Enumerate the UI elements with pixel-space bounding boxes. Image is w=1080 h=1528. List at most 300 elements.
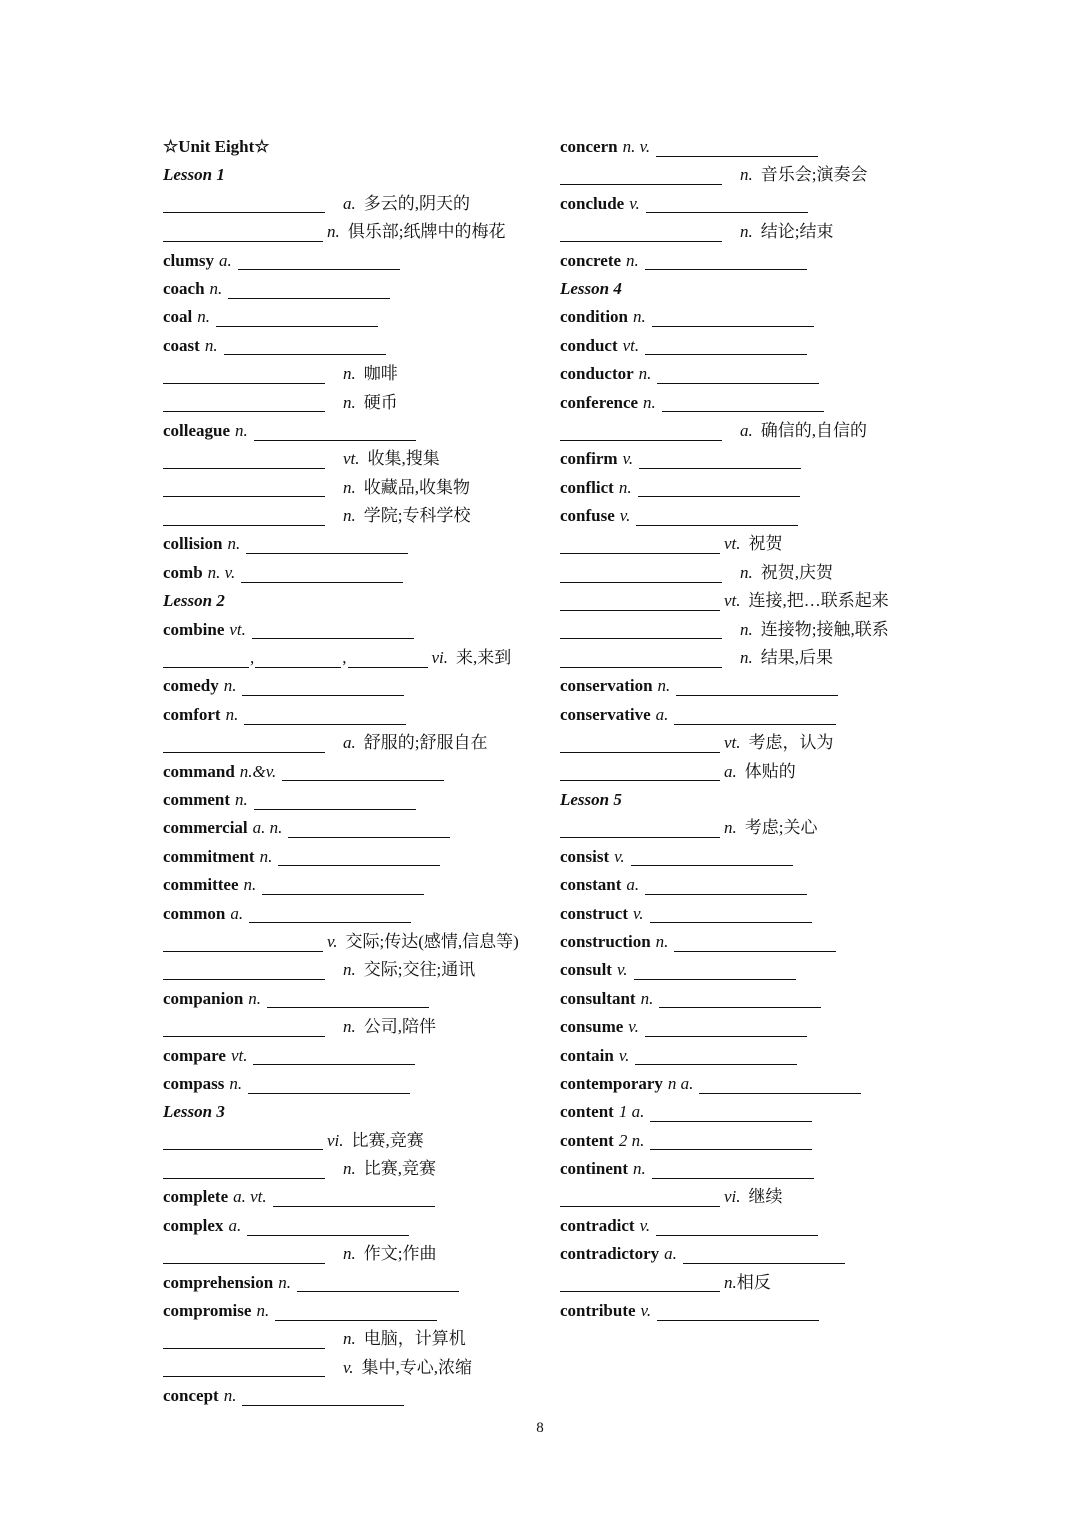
vocab-row bbox=[163, 1297, 548, 1325]
answer-blank[interactable] bbox=[676, 677, 838, 696]
vocab-word: conservative bbox=[560, 704, 651, 724]
part-of-speech: a. bbox=[626, 875, 640, 895]
answer-blank[interactable] bbox=[631, 847, 793, 866]
vocab-word: comment bbox=[163, 789, 231, 809]
answer-blank[interactable] bbox=[636, 507, 798, 526]
vocab-word: conference bbox=[560, 392, 639, 412]
chinese-meaning: 咖啡 bbox=[363, 364, 398, 384]
vocab-row bbox=[560, 445, 960, 473]
vocab-word: comedy bbox=[163, 676, 219, 696]
vocab-row bbox=[163, 332, 548, 360]
answer-blank[interactable] bbox=[228, 280, 390, 299]
answer-blank[interactable] bbox=[560, 564, 722, 583]
vocab-row bbox=[163, 389, 548, 417]
answer-blank[interactable] bbox=[650, 1131, 812, 1150]
part-of-speech: v. bbox=[640, 1301, 652, 1321]
chinese-meaning: 连接,把…联系起来 bbox=[748, 591, 889, 611]
chinese-meaning: 收集,搜集 bbox=[367, 449, 440, 469]
answer-blank[interactable] bbox=[242, 1387, 404, 1406]
answer-blank[interactable] bbox=[163, 450, 325, 469]
answer-blank[interactable] bbox=[163, 223, 323, 242]
vocab-row bbox=[163, 247, 548, 275]
answer-blank[interactable] bbox=[635, 1046, 797, 1065]
vocab-word: contemporary bbox=[560, 1073, 663, 1093]
answer-blank[interactable] bbox=[560, 1188, 720, 1207]
vocab-word: consist bbox=[560, 846, 610, 866]
vocab-word: compromise bbox=[163, 1301, 252, 1321]
vocab-row bbox=[560, 161, 960, 189]
left-column bbox=[163, 133, 548, 1411]
answer-blank[interactable] bbox=[560, 223, 722, 242]
vocab-word: concrete bbox=[560, 250, 622, 270]
vocab-row bbox=[560, 616, 960, 644]
vocab-word: confirm bbox=[560, 449, 618, 469]
chinese-meaning: 音乐会;演奏会 bbox=[760, 165, 868, 185]
part-of-speech: n. bbox=[638, 364, 652, 384]
answer-blank[interactable] bbox=[163, 365, 325, 384]
answer-blank[interactable] bbox=[247, 1217, 409, 1236]
vocab-row bbox=[163, 474, 548, 502]
answer-blank[interactable] bbox=[163, 649, 249, 668]
answer-blank[interactable] bbox=[662, 393, 824, 412]
vocab-row bbox=[560, 729, 960, 757]
vocab-row bbox=[560, 190, 960, 218]
vocab-word: consume bbox=[560, 1017, 624, 1037]
chinese-meaning: 集中,专心,浓缩 bbox=[361, 1357, 473, 1377]
answer-blank[interactable] bbox=[216, 308, 378, 327]
vocab-row bbox=[163, 814, 548, 842]
vocab-row bbox=[163, 360, 548, 388]
vocab-word: coach bbox=[163, 278, 205, 298]
part-of-speech: v. bbox=[614, 846, 625, 866]
part-of-speech: n. bbox=[343, 1159, 356, 1179]
answer-blank[interactable] bbox=[278, 847, 440, 866]
answer-blank[interactable] bbox=[699, 1075, 861, 1094]
part-of-speech: n. bbox=[259, 846, 273, 866]
answer-blank[interactable] bbox=[253, 1046, 415, 1065]
vocab-row bbox=[560, 1127, 960, 1155]
vocab-word: coast bbox=[163, 335, 200, 355]
vocab-row bbox=[560, 1155, 960, 1183]
part-of-speech: n. bbox=[740, 562, 753, 582]
vocab-row bbox=[163, 1240, 548, 1268]
vocab-row bbox=[560, 1240, 960, 1268]
answer-blank[interactable] bbox=[238, 251, 400, 270]
lesson-heading: Lesson 3 bbox=[163, 1102, 225, 1122]
part-of-speech: n. bbox=[740, 619, 753, 639]
answer-blank[interactable] bbox=[267, 989, 429, 1008]
answer-blank[interactable] bbox=[560, 166, 722, 185]
vocab-row bbox=[560, 247, 960, 275]
lesson-heading: Lesson 2 bbox=[163, 591, 225, 611]
vocab-row bbox=[163, 1325, 548, 1353]
vocab-row bbox=[163, 1212, 548, 1240]
answer-blank[interactable] bbox=[560, 535, 720, 554]
vocab-row bbox=[560, 389, 960, 417]
answer-blank[interactable] bbox=[657, 365, 819, 384]
unit-heading bbox=[163, 133, 548, 161]
vocab-row bbox=[163, 729, 548, 757]
vocab-word: concept bbox=[163, 1386, 219, 1406]
vocab-word: comprehension bbox=[163, 1272, 274, 1292]
part-of-speech: n. bbox=[343, 960, 356, 980]
vocab-row bbox=[560, 218, 960, 246]
part-of-speech: n. bbox=[657, 676, 671, 696]
vocab-word: conductor bbox=[560, 364, 634, 384]
answer-blank[interactable] bbox=[163, 1245, 325, 1264]
vocab-row bbox=[560, 559, 960, 587]
vocab-row bbox=[560, 1183, 960, 1211]
vocab-row bbox=[560, 758, 960, 786]
separator: , bbox=[342, 648, 347, 668]
part-of-speech: a. bbox=[230, 903, 244, 923]
vocab-row bbox=[560, 928, 960, 956]
answer-blank[interactable] bbox=[639, 450, 801, 469]
page-number: 8 bbox=[536, 1420, 544, 1436]
vocab-row bbox=[560, 303, 960, 331]
answer-blank[interactable] bbox=[560, 762, 720, 781]
vocab-row bbox=[560, 871, 960, 899]
answer-blank[interactable] bbox=[560, 1273, 720, 1292]
part-of-speech: n. bbox=[197, 307, 211, 327]
part-of-speech: n. v. bbox=[622, 137, 651, 156]
part-of-speech: n. bbox=[643, 392, 656, 412]
vocab-row bbox=[163, 275, 548, 303]
part-of-speech: n.&v. bbox=[239, 761, 277, 781]
part-of-speech: n. bbox=[633, 307, 646, 327]
part-of-speech: n a. bbox=[667, 1073, 694, 1093]
part-of-speech: n. bbox=[256, 1301, 270, 1321]
answer-blank[interactable] bbox=[683, 1245, 845, 1264]
vocab-row bbox=[163, 1183, 548, 1211]
vocab-row bbox=[163, 1155, 548, 1183]
vocab-row bbox=[560, 1269, 960, 1297]
part-of-speech: v. bbox=[619, 506, 631, 526]
answer-blank[interactable] bbox=[659, 989, 821, 1008]
answer-blank[interactable] bbox=[163, 734, 325, 753]
vocab-row bbox=[163, 956, 548, 984]
vocab-row bbox=[560, 956, 960, 984]
vocab-row bbox=[163, 1382, 548, 1410]
vocab-row bbox=[560, 360, 960, 388]
part-of-speech: vt. bbox=[724, 591, 741, 611]
part-of-speech: v. bbox=[618, 1045, 630, 1065]
answer-blank[interactable] bbox=[242, 677, 404, 696]
answer-blank[interactable] bbox=[560, 620, 722, 639]
vocab-row bbox=[163, 1013, 548, 1041]
part-of-speech: a. bbox=[228, 1215, 242, 1235]
vocab-word: compass bbox=[163, 1073, 225, 1093]
vocab-word: contain bbox=[560, 1045, 614, 1065]
vocab-row bbox=[163, 843, 548, 871]
part-of-speech: n. bbox=[327, 222, 340, 242]
vocab-row bbox=[163, 758, 548, 786]
answer-blank[interactable] bbox=[645, 251, 807, 270]
answer-blank[interactable] bbox=[163, 1160, 325, 1179]
vocab-row bbox=[163, 1070, 548, 1098]
vocab-row bbox=[560, 502, 960, 530]
answer-blank[interactable] bbox=[652, 1160, 814, 1179]
vocab-row bbox=[163, 871, 548, 899]
vocab-row bbox=[163, 1042, 548, 1070]
chinese-meaning: 比赛,竞赛 bbox=[363, 1159, 436, 1179]
vocab-word: content bbox=[560, 1102, 614, 1122]
chinese-meaning: 相反 bbox=[736, 1272, 771, 1292]
part-of-speech: vi. bbox=[724, 1187, 741, 1207]
vocab-row bbox=[560, 814, 960, 842]
part-of-speech: n. bbox=[223, 1386, 237, 1406]
part-of-speech: vi. bbox=[431, 648, 449, 668]
separator: , bbox=[250, 648, 255, 668]
part-of-speech: n. bbox=[633, 1159, 646, 1179]
vocab-word: construct bbox=[560, 903, 628, 923]
vocab-word: condition bbox=[560, 307, 629, 327]
answer-blank[interactable] bbox=[297, 1273, 459, 1292]
answer-blank[interactable] bbox=[645, 1018, 807, 1037]
part-of-speech: v. bbox=[327, 931, 338, 951]
part-of-speech: v. bbox=[632, 903, 644, 923]
part-of-speech: n. bbox=[343, 477, 356, 497]
vocab-word: comfort bbox=[163, 704, 221, 724]
vocab-row bbox=[163, 502, 548, 530]
vocab-row bbox=[560, 1042, 960, 1070]
vocab-word: constant bbox=[560, 875, 622, 895]
vocab-row bbox=[163, 530, 548, 558]
answer-blank[interactable] bbox=[246, 535, 408, 554]
chinese-meaning: 考虑，认为 bbox=[748, 733, 834, 753]
answer-blank[interactable] bbox=[163, 393, 325, 412]
vocab-row bbox=[163, 303, 548, 331]
answer-blank[interactable] bbox=[674, 933, 836, 952]
part-of-speech: a. bbox=[655, 704, 669, 724]
part-of-speech: v. bbox=[628, 1017, 639, 1037]
part-of-speech: n. bbox=[235, 789, 248, 809]
part-of-speech: vi. bbox=[327, 1130, 344, 1150]
answer-blank[interactable] bbox=[275, 1302, 437, 1321]
chinese-meaning: 学院;专科学校 bbox=[363, 506, 471, 526]
chinese-meaning: 硬币 bbox=[363, 392, 398, 412]
part-of-speech: v. bbox=[616, 960, 628, 980]
vocab-word: consult bbox=[560, 960, 612, 980]
answer-blank[interactable] bbox=[560, 592, 720, 611]
answer-blank[interactable] bbox=[254, 422, 416, 441]
answer-blank[interactable] bbox=[163, 1330, 325, 1349]
chinese-meaning: 交际;传达(感情,信息等) bbox=[345, 931, 519, 951]
vocab-row bbox=[560, 701, 960, 729]
vocab-word: construction bbox=[560, 931, 651, 951]
part-of-speech: n. bbox=[343, 506, 356, 526]
vocab-word: conflict bbox=[560, 477, 614, 497]
chinese-meaning: 结论;结束 bbox=[760, 222, 834, 242]
part-of-speech: n. bbox=[724, 1272, 737, 1292]
vocab-word: conclude bbox=[560, 193, 625, 213]
vocab-row bbox=[163, 672, 548, 700]
vocab-word: commercial bbox=[163, 818, 248, 838]
answer-blank[interactable] bbox=[163, 507, 325, 526]
answer-blank[interactable] bbox=[650, 1103, 812, 1122]
chinese-meaning: 结果,后果 bbox=[760, 648, 833, 668]
vocab-word: content bbox=[560, 1130, 614, 1150]
part-of-speech: n. bbox=[235, 420, 248, 440]
part-of-speech: n. v. bbox=[207, 562, 236, 582]
vocab-row bbox=[560, 1212, 960, 1240]
answer-blank[interactable] bbox=[224, 336, 386, 355]
vocab-row bbox=[560, 133, 960, 161]
answer-blank[interactable] bbox=[638, 478, 800, 497]
vocab-row bbox=[560, 417, 960, 445]
part-of-speech: n. bbox=[243, 875, 257, 895]
answer-blank[interactable] bbox=[163, 1018, 325, 1037]
part-of-speech: n. bbox=[204, 335, 218, 355]
part-of-speech: v. bbox=[639, 1215, 651, 1235]
answer-blank[interactable] bbox=[241, 564, 403, 583]
part-of-speech: n. bbox=[740, 165, 753, 185]
answer-blank[interactable] bbox=[262, 876, 424, 895]
vocab-word: conduct bbox=[560, 335, 618, 355]
part-of-speech: n. bbox=[343, 1244, 356, 1264]
vocab-row bbox=[560, 1070, 960, 1098]
part-of-speech: a. n. bbox=[252, 818, 283, 838]
vocab-row bbox=[560, 843, 960, 871]
part-of-speech: v. bbox=[622, 449, 634, 469]
part-of-speech: v. bbox=[629, 193, 640, 213]
vocab-row bbox=[560, 644, 960, 672]
vocab-row bbox=[560, 1013, 960, 1041]
vocab-word: common bbox=[163, 903, 226, 923]
answer-blank[interactable] bbox=[273, 1188, 435, 1207]
vocab-word: clumsy bbox=[163, 250, 214, 270]
part-of-speech: n. bbox=[740, 648, 753, 668]
chinese-meaning: 继续 bbox=[748, 1187, 783, 1207]
vocab-word: complete bbox=[163, 1187, 229, 1207]
vocab-row bbox=[560, 900, 960, 928]
chinese-meaning: 比赛,竞赛 bbox=[351, 1130, 424, 1150]
answer-blank[interactable] bbox=[674, 706, 836, 725]
answer-blank[interactable] bbox=[650, 904, 812, 923]
part-of-speech: n. bbox=[724, 818, 737, 838]
part-of-speech: a. bbox=[219, 250, 232, 270]
part-of-speech: n. bbox=[655, 931, 669, 951]
chinese-meaning: 收藏品,收集物 bbox=[363, 477, 470, 497]
answer-blank[interactable] bbox=[282, 762, 444, 781]
answer-blank[interactable] bbox=[244, 706, 406, 725]
right-column bbox=[560, 133, 960, 1325]
answer-blank[interactable] bbox=[255, 649, 341, 668]
vocab-row bbox=[163, 1269, 548, 1297]
part-of-speech: a. bbox=[343, 193, 356, 213]
answer-blank[interactable] bbox=[560, 649, 722, 668]
vocab-row bbox=[560, 474, 960, 502]
answer-blank[interactable] bbox=[163, 1358, 325, 1377]
answer-blank[interactable] bbox=[657, 1302, 819, 1321]
chinese-meaning: 公司,陪伴 bbox=[363, 1017, 436, 1037]
lesson-heading: Lesson 4 bbox=[560, 278, 622, 298]
chinese-meaning: 电脑，计算机 bbox=[363, 1329, 466, 1349]
vocab-row bbox=[163, 559, 548, 587]
answer-blank[interactable] bbox=[652, 308, 814, 327]
vocab-row bbox=[560, 530, 960, 558]
part-of-speech: vt. bbox=[343, 449, 360, 469]
vocab-row bbox=[163, 786, 548, 814]
part-of-speech: n. bbox=[209, 278, 223, 298]
vocab-word: coal bbox=[163, 307, 193, 327]
vocab-row bbox=[163, 616, 548, 644]
chinese-meaning: 祝贺,庆贺 bbox=[760, 562, 833, 582]
answer-blank[interactable] bbox=[252, 620, 414, 639]
part-of-speech: n. bbox=[640, 988, 654, 1008]
answer-blank[interactable] bbox=[249, 904, 411, 923]
chinese-meaning: 多云的,阴天的 bbox=[363, 193, 470, 213]
part-of-speech: n. bbox=[343, 364, 356, 384]
answer-blank[interactable] bbox=[254, 791, 416, 810]
answer-blank[interactable] bbox=[248, 1075, 410, 1094]
answer-blank[interactable] bbox=[645, 336, 807, 355]
chinese-meaning: 作文;作曲 bbox=[363, 1244, 437, 1264]
answer-blank[interactable] bbox=[163, 478, 325, 497]
part-of-speech: a. vt. bbox=[233, 1187, 267, 1207]
vocab-word: command bbox=[163, 761, 235, 781]
part-of-speech: vt. bbox=[230, 1045, 248, 1065]
vocab-row bbox=[163, 644, 548, 672]
answer-blank[interactable] bbox=[656, 1217, 818, 1236]
vocab-row bbox=[560, 1098, 960, 1126]
vocab-word: contradict bbox=[560, 1215, 635, 1235]
answer-blank[interactable] bbox=[163, 933, 323, 952]
vocab-row bbox=[163, 928, 548, 956]
vocab-row bbox=[163, 445, 548, 473]
vocab-word: colleague bbox=[163, 420, 231, 440]
chinese-meaning: 来,来到 bbox=[456, 648, 512, 668]
part-of-speech: n. bbox=[343, 392, 356, 412]
part-of-speech: n. bbox=[343, 1329, 356, 1349]
unit-title: ☆Unit Eight☆ bbox=[163, 137, 270, 156]
chinese-meaning: 祝贺 bbox=[748, 534, 783, 554]
answer-blank[interactable] bbox=[646, 194, 808, 213]
answer-blank[interactable] bbox=[560, 422, 722, 441]
vocab-word: continent bbox=[560, 1159, 628, 1179]
answer-blank[interactable] bbox=[656, 138, 818, 157]
answer-blank[interactable] bbox=[634, 961, 796, 980]
part-of-speech: a. bbox=[664, 1244, 677, 1264]
answer-blank[interactable] bbox=[560, 819, 720, 838]
vocab-row bbox=[560, 985, 960, 1013]
part-of-speech: n. bbox=[229, 1073, 243, 1093]
part-of-speech: 2 n. bbox=[618, 1130, 645, 1150]
vocab-word: companion bbox=[163, 988, 244, 1008]
vocab-word: concern bbox=[560, 137, 618, 156]
chinese-meaning: 俱乐部;纸牌中的梅花 bbox=[347, 222, 506, 242]
part-of-speech: n. bbox=[248, 988, 262, 1008]
answer-blank[interactable] bbox=[163, 1131, 323, 1150]
vocab-word: commitment bbox=[163, 846, 255, 866]
answer-blank[interactable] bbox=[560, 734, 720, 753]
answer-blank[interactable] bbox=[163, 194, 325, 213]
chinese-meaning: 交际;交往;通讯 bbox=[363, 960, 476, 980]
part-of-speech: n. bbox=[278, 1272, 291, 1292]
vocab-row bbox=[163, 1354, 548, 1382]
answer-blank[interactable] bbox=[348, 649, 428, 668]
part-of-speech: a. bbox=[740, 420, 753, 440]
answer-blank[interactable] bbox=[645, 876, 807, 895]
vocab-row bbox=[163, 900, 548, 928]
part-of-speech: 1 a. bbox=[618, 1102, 645, 1122]
vocab-word: combine bbox=[163, 619, 225, 639]
answer-blank[interactable] bbox=[288, 819, 450, 838]
vocab-row bbox=[163, 701, 548, 729]
answer-blank[interactable] bbox=[163, 961, 325, 980]
part-of-speech: vt. bbox=[229, 619, 246, 639]
vocab-row bbox=[163, 218, 548, 246]
